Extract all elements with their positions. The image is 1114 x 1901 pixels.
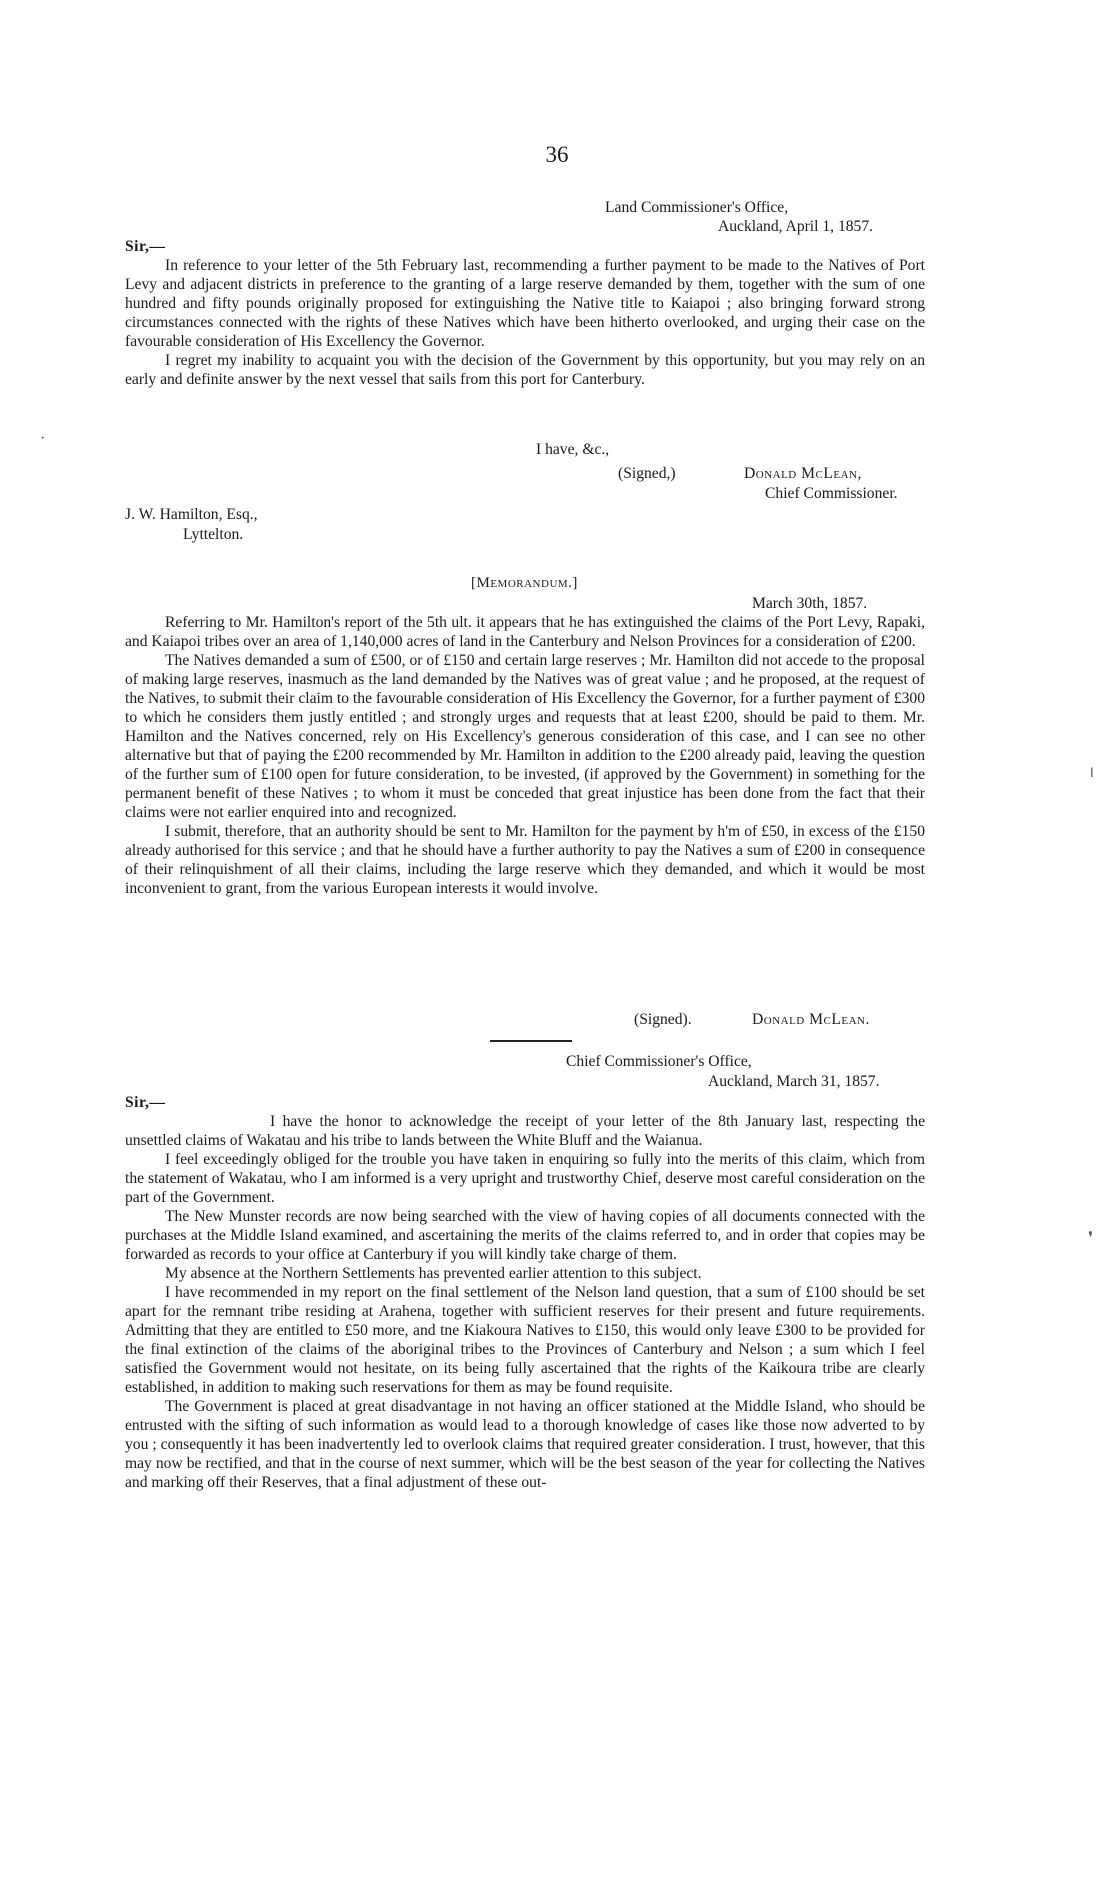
letter2-paragraph: I feel exceedingly obliged for the trouble you have taken in enquiring so fully into the merits of this claim, which from the statement of Wakatau, who I am informed is a very upright and trustworthy Chief, deserve most careful consideration on the part of the Government. — [125, 1151, 925, 1206]
letter1-paragraph: In reference to your letter of the 5th February last, recommending a further payment to be made to the Natives of Port Levy and adjacent districts in preference to the granting of a large reserve demanded by them, together with the sum of one hundred and fifty pounds originally proposed for extinguishing the Native title to Kaiapoi ; also bringing forward strong circumstances connected with the rights of these Natives which have been hitherto overlooked, and urging their case on the favourable consideration of His Excellency the Governor. — [125, 257, 925, 350]
memorandum-heading: [Memorandum.] — [471, 575, 578, 591]
letter1-signatory-title: Chief Commissioner. — [765, 485, 898, 502]
scan-speck: ╷ — [1087, 760, 1097, 777]
section-divider — [490, 1040, 572, 1042]
letter2-body — [125, 1112, 925, 1492]
scan-speck: ❜ — [1088, 1230, 1094, 1247]
memorandum-paragraph: Referring to Mr. Hamilton's report of the 5th ult. it appears that he has extinguished the claims of the Port Levy, Rapaki, and Kaiapoi tribes over an area of 1,140,000 acres of land in the Canterbury and Nelson Provinces for a consideration of £200. — [125, 614, 925, 650]
letter1-signatory: Donald McLean, — [744, 465, 862, 482]
letter1-closing: I have, &c., — [536, 441, 610, 458]
letter2-salutation: Sir,— — [125, 1094, 166, 1111]
page-number: 36 — [545, 142, 569, 167]
memorandum-signed: (Signed). — [634, 1011, 692, 1028]
memorandum-signatory: Donald McLean. — [752, 1011, 870, 1028]
letter2-paragraph: My absence at the Northern Settlements has prevented earlier attention to this subject. — [165, 1265, 702, 1282]
letter1-office: Land Commissioner's Office, — [605, 199, 789, 216]
letter1-addressee-place: Lyttelton. — [183, 526, 244, 543]
letter2-paragraph: I have the honor to acknowledge the receipt of your letter of the 8th January last, respecting the unsettled claims of Wakatau and his tribe to lands between the White Bluff and the Waianua. — [125, 1113, 925, 1149]
memorandum-paragraph: The Natives demanded a sum of £500, or of £150 and certain large reserves ; Mr. Hamilton did not accede to the proposal of making large reserves, inasmuch as the land demanded by the Natives was of great value ; and he proposed, at the request of the Natives, to submit their claim to the favourable consideration of His Excellency the Governor, for a further payment of £300 to which he considers them justly entitled ; and strongly urges and requests that at least £200, should be paid to them. Mr. Hamilton and the Natives concerned, rely on His Excellency's generous consideration of this case, and I can see no other alternative but that of paying the £200 recommended by Mr. Hamilton in addition to the £200 already paid, leaving the question of the further sum of £100 open for future consideration, to be invested, (if approved by the Government) in something for the permanent benefit of these Natives ; to whom it must be conceded that great injustice has been done from the fact that their claims were not earlier enquired into and recognized. — [125, 652, 925, 821]
letter1-addressee-name: J. W. Hamilton, Esq., — [125, 506, 258, 523]
letter2-office: Chief Commissioner's Office, — [566, 1053, 752, 1070]
memorandum-body — [125, 613, 925, 898]
letter1-place-date: Auckland, April 1, 1857. — [718, 218, 874, 235]
letter2-paragraph: I have recommended in my report on the final settlement of the Nelson land question, that a sum of £100 should be set apart for the remnant tribe residing at Arahena, together with sufficient reserves for their present and future requirements. Admitting that they are entitled to £50 more, and tne Kiakoura Natives to £150, this would only leave £300 to be provided for the final extinction of the claims of the aboriginal tribes to the Provinces of Canterbury and Nelson ; a sum which I feel satisfied the Government would not hesitate, on its being fully ascertained that the rights of the Kaikoura tribe are clearly established, in addition to making such reservations for them as may be found requisite. — [125, 1284, 925, 1396]
letter2-place-date: Auckland, March 31, 1857. — [708, 1073, 880, 1090]
letter2-paragraph: The Government is placed at great disadvantage in not having an officer stationed at the Middle Island, who should be entrusted with the sifting of such information as would lead to a thorough knowledge of cases like those now adverted to by you ; consequently it has been inadvertently led to overlook claims that required greater consideration. I trust, however, that this may now be rectified, and that in the course of next summer, which will be the best season of the year for collecting the Natives and marking off their Reserves, that a final adjustment of these out- — [125, 1398, 925, 1491]
memorandum-paragraph: I submit, therefore, that an authority should be sent to Mr. Hamilton for the payment by h'm of £50, in excess of the £150 already authorised for this service ; and that he should have a further authority to pay the Natives a sum of £200 in consequence of their relinquishment of all their claims, including the large reserve which they demanded, and which it would be most inconvenient to grant, from the various European interests it would involve. — [125, 823, 925, 897]
letter2-paragraph: The New Munster records are now being searched with the view of having copies of all documents connected with the purchases at the Middle Island examined, and ascertaining the merits of the claims referred to, and in order that copies may be forwarded as records to your office at Canterbury if you will kindly take charge of them. — [125, 1208, 925, 1263]
memorandum-date: March 30th, 1857. — [752, 595, 868, 612]
letter1-body — [125, 256, 925, 389]
letter1-paragraph: I regret my inability to acquaint you with the decision of the Government by this opportunity, but you may rely on an early and definite answer by the next vessel that sails from this port for Canterbury. — [125, 352, 925, 388]
letter1-signed: (Signed,) — [618, 465, 676, 482]
scan-speck: · — [40, 430, 46, 447]
letter1-salutation: Sir,— — [125, 238, 166, 255]
